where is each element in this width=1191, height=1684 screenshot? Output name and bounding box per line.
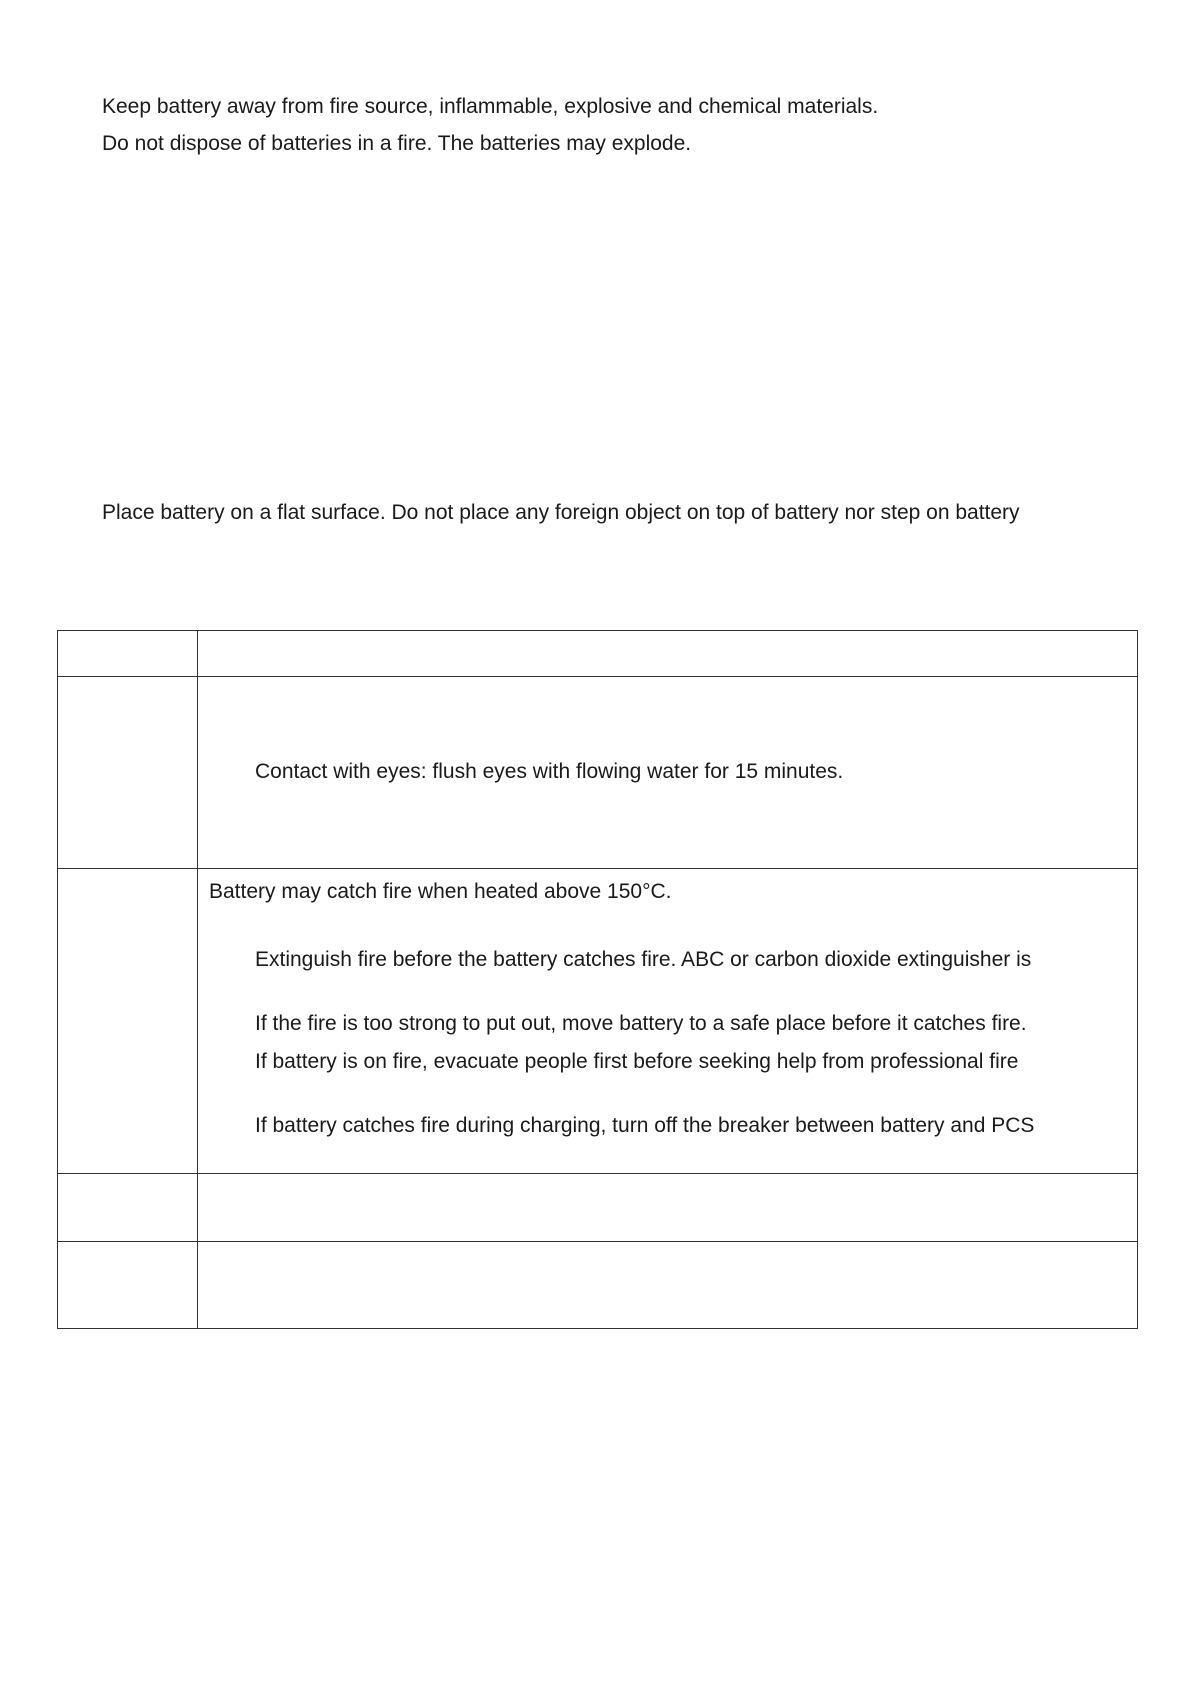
fire-heat-warning: Battery may catch fire when heated above 150°C. [209,880,672,903]
table-row-divider [58,1241,1137,1242]
warning-text-fire-source: Keep battery away from fire source, inflammable, explosive and chemical materials. [102,95,879,118]
move-battery-instruction: If the fire is too strong to put out, move battery to a safe place before it catches fire. [255,1012,1027,1035]
charging-fire-instruction: If battery catches fire during charging, turn off the breaker between battery and PCS [255,1114,1035,1137]
eye-contact-instruction: Contact with eyes: flush eyes with flowing water for 15 minutes. [255,760,844,783]
warning-text-dispose: Do not dispose of batteries in a fire. The batteries may explode. [102,132,692,155]
warning-text-placement: Place battery on a flat surface. Do not place any foreign object on top of battery nor step on battery [102,501,1020,524]
table-row-divider [58,868,1137,869]
evacuate-instruction: If battery is on fire, evacuate people first before seeking help from professional fire [255,1050,1019,1073]
table-row-divider [58,1173,1137,1174]
table-row-divider [58,676,1137,677]
extinguish-instruction: Extinguish fire before the battery catches fire. ABC or carbon dioxide extinguisher is [255,948,1032,971]
table-column-divider [197,631,198,1328]
safety-table [57,630,1138,1329]
